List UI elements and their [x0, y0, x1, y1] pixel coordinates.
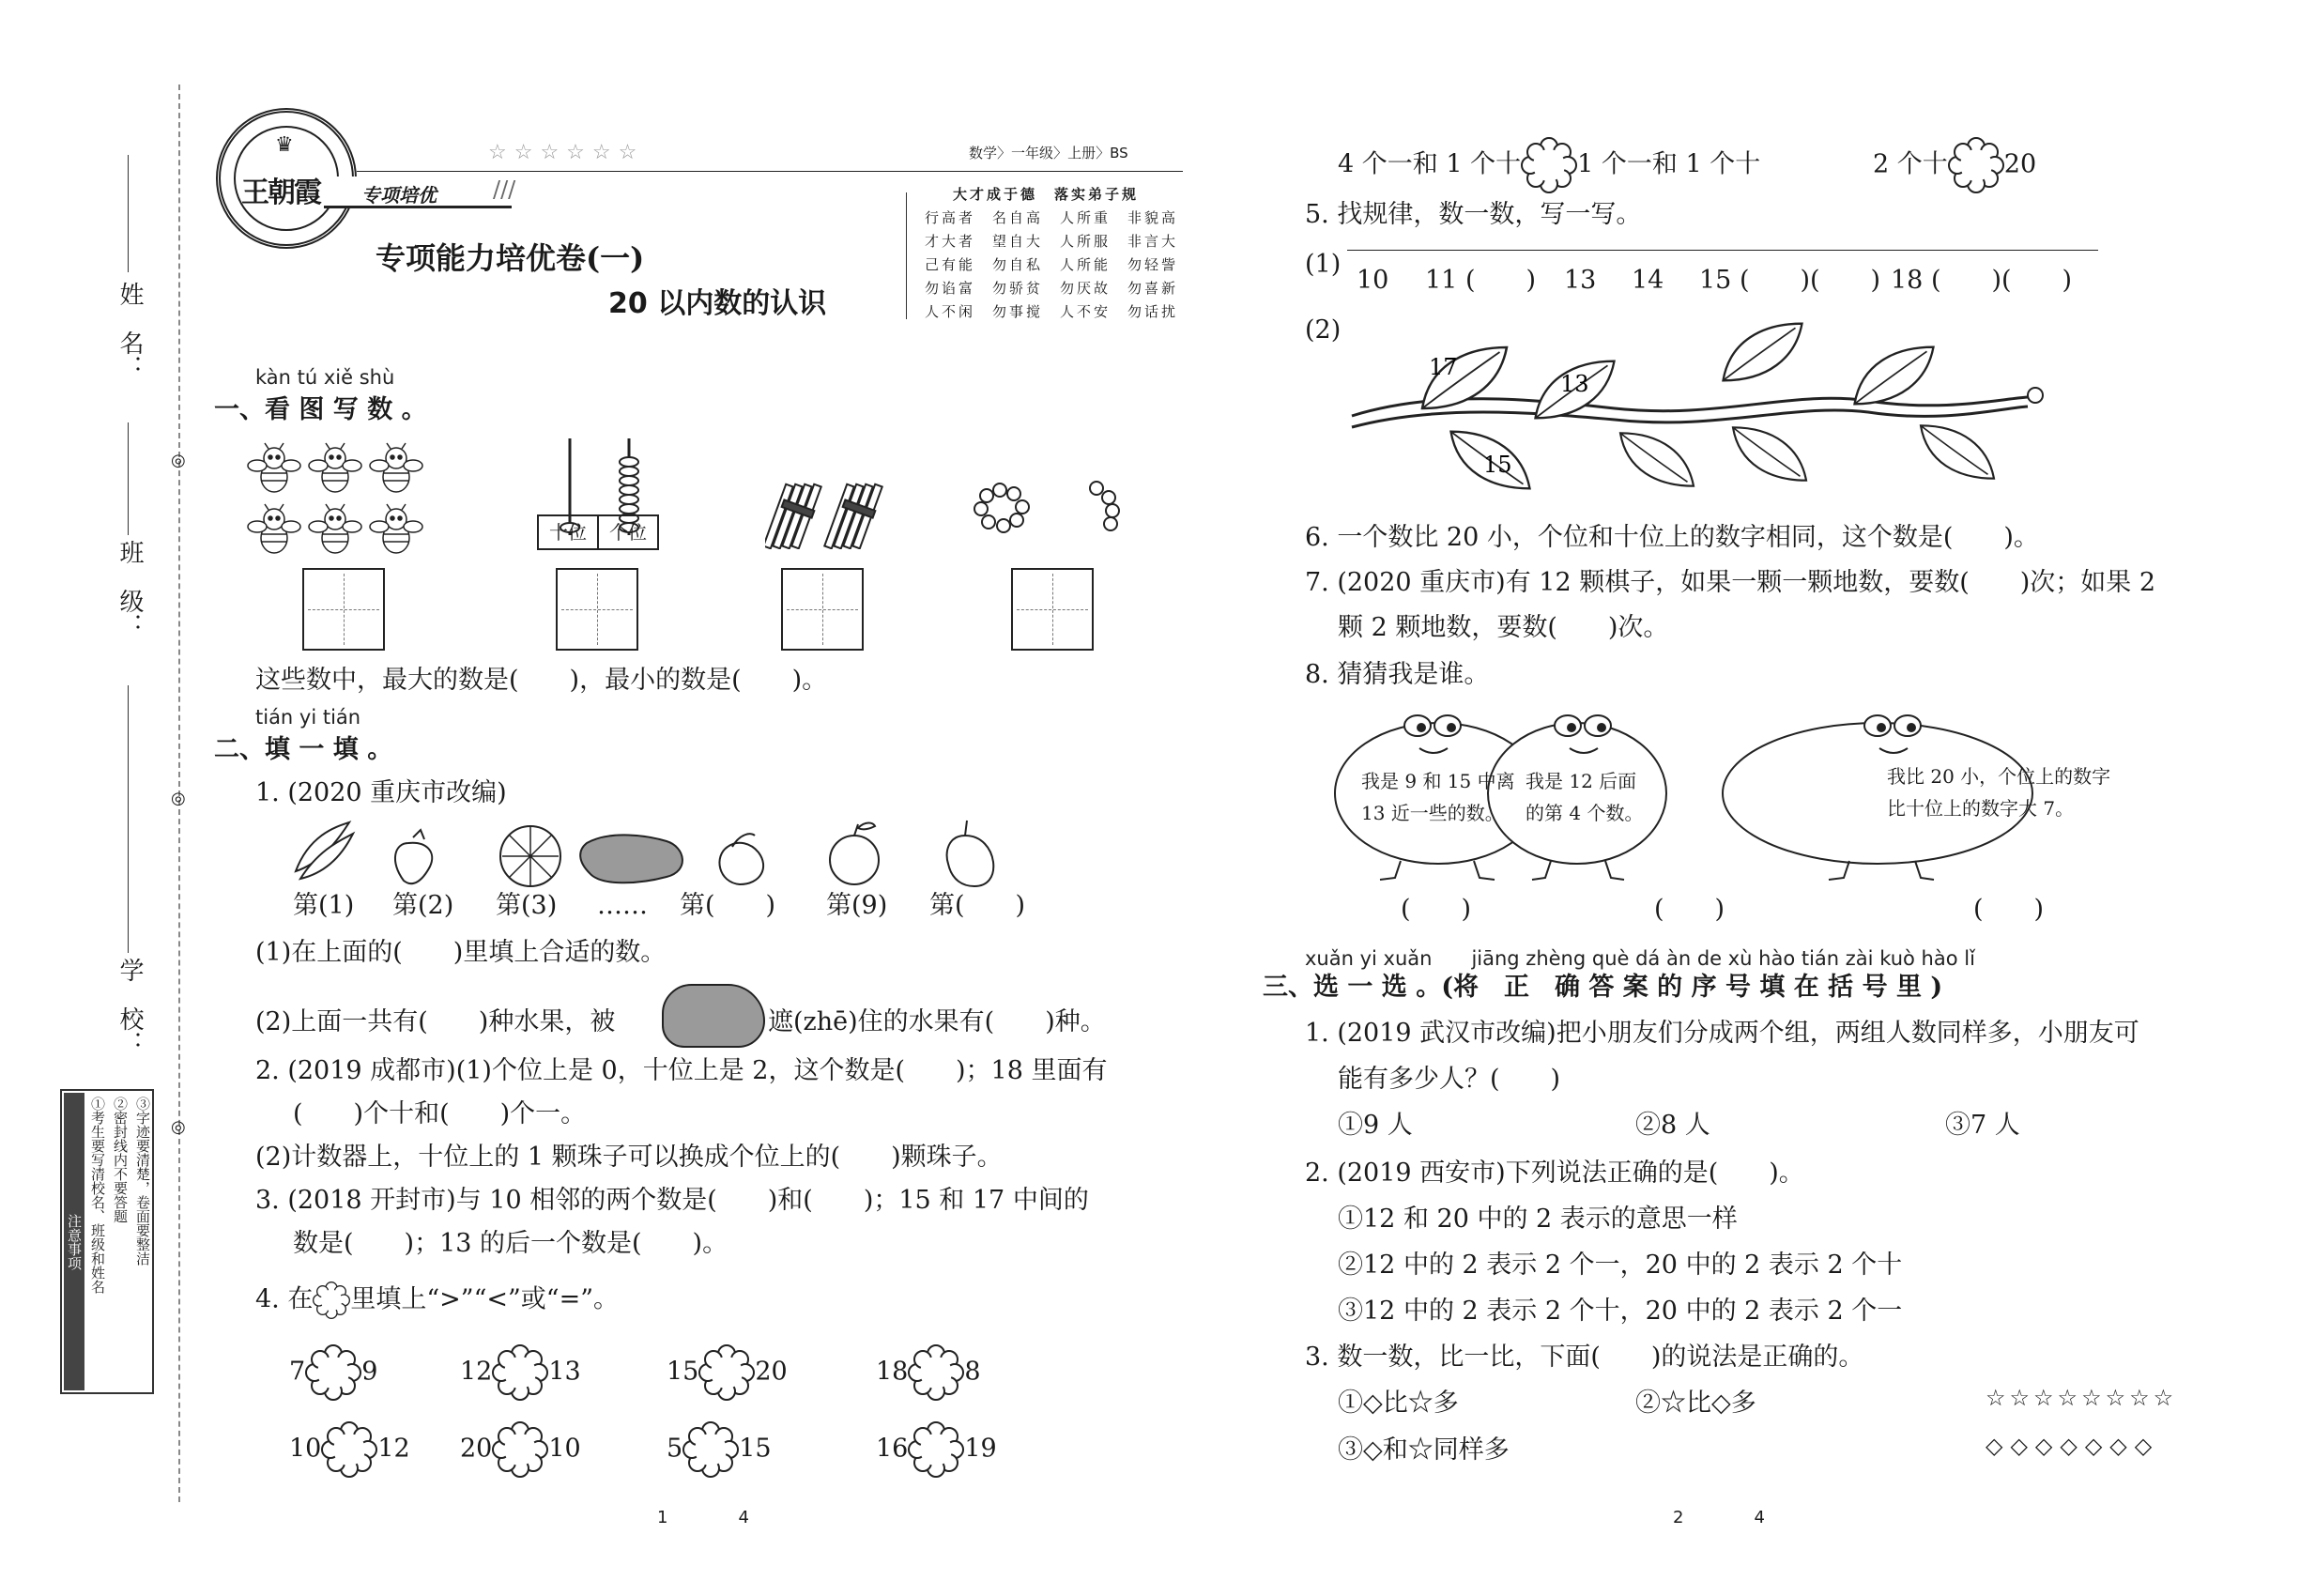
motto-line-5: 人不闲 勿事搅 人不安 勿话扰	[925, 303, 1179, 320]
class-label: 班 级：	[115, 540, 144, 637]
notice-item-1: ①考生要写清校名、班级和姓名	[89, 1097, 106, 1294]
flower-icon	[682, 1421, 739, 1478]
seal-mark-3: ◎	[171, 1117, 186, 1137]
s1-title: 一、看 图 写 数 。	[214, 395, 427, 424]
flower-icon	[1521, 137, 1577, 193]
right-page-number: 2 4	[1673, 1508, 1765, 1527]
answer-box-2[interactable]	[556, 568, 638, 651]
q5: 5. 找规律，数一数，写一写。	[1305, 200, 1642, 229]
seq-3: 13	[1564, 266, 1597, 295]
q4-line: 4. 在 里填上“>”“<”或“=”。	[255, 1281, 619, 1319]
cartoon-2-blank[interactable]: ( )	[1654, 895, 1725, 924]
leaf-num-2: 13	[1560, 371, 1589, 397]
leaf-num-3: 15	[1483, 452, 1512, 478]
notice-header: 注意事项	[64, 1093, 84, 1390]
c3-opt-1[interactable]: ①◇比☆多	[1338, 1389, 1459, 1418]
notice-item-3: ③字迹要清楚，卷面要整洁	[134, 1097, 151, 1266]
compare-3[interactable]: 15 20	[667, 1344, 788, 1401]
answer-box-1[interactable]	[302, 568, 385, 651]
number-line	[1347, 250, 2098, 251]
motto-line-4: 勿谄富 勿骄贫 勿厌故 勿喜新	[925, 280, 1179, 297]
s2-pinyin: tián yi tián	[255, 706, 361, 729]
name-line	[128, 155, 129, 272]
seq-5[interactable]: 15 ( )( )	[1699, 266, 1881, 295]
header-stars: ☆☆☆☆☆☆	[488, 141, 645, 164]
c1-b: 能有多少人？( )	[1338, 1065, 1561, 1094]
c1-a: 1. (2019 武汉市改编)把小朋友们分成两个组，两组人数同样多，小朋友可	[1305, 1019, 2139, 1048]
fruit-label-1: 第(1)	[293, 891, 355, 920]
c2: 2. (2019 西安市)下列说法正确的是( )。	[1305, 1159, 1804, 1188]
q3-b: 数是( )；13 的后一个数是( )。	[293, 1229, 728, 1258]
flower-icon	[305, 1344, 361, 1401]
fruit-label-4: ……	[597, 891, 648, 920]
sticks-image	[765, 460, 897, 549]
flower-icon	[908, 1344, 964, 1401]
title-1: 专项能力培优卷(一)	[376, 240, 645, 276]
c3: 3. 数一数，比一比，下面( )的说法是正确的。	[1305, 1343, 1864, 1372]
fruit-label-3: 第(3)	[496, 891, 558, 920]
motto-line-1: 行高者 名自高 人所重 非貌高	[925, 209, 1179, 226]
motto-divider	[906, 192, 907, 319]
top-compare-1[interactable]: 4 个一和 1 个十 1 个一和 1 个十	[1338, 137, 1760, 193]
hidden-blob-icon	[662, 984, 765, 1048]
fruit-label-6: 第(9)	[826, 891, 888, 920]
header-rule	[357, 171, 1183, 172]
s1-pinyin: kàn tú xiě shù	[255, 366, 395, 389]
compare-7[interactable]: 5 15	[667, 1421, 772, 1478]
flower-icon	[492, 1344, 548, 1401]
q1-b-part2: 遮(zhē)住的水果有( )种。	[768, 1007, 1106, 1036]
q2-a: 2. (2019 成都市)(1)个位上是 0，十位上是 2，这个数是( )；18 里面有	[255, 1056, 1108, 1085]
s2-title: 二、填 一 填 。	[214, 735, 393, 764]
cartoon-1-text: 我是 9 和 15 中离 13 近一些的数。	[1361, 770, 1515, 824]
motto-title: 大才成于德 落实弟子规	[953, 186, 1140, 203]
c3-opt-3[interactable]: ③◇和☆同样多	[1338, 1435, 1510, 1465]
q2-c: (2)计数器上，十位上的 1 颗珠子可以换成个位上的( )颗珠子。	[255, 1143, 1003, 1172]
stars-row: ☆☆☆☆☆☆☆☆	[1986, 1385, 2178, 1411]
vine-image	[1342, 315, 2065, 521]
compare-2[interactable]: 12 13	[460, 1344, 581, 1401]
brand-name: 王朝霞	[241, 176, 320, 209]
motto-line-3: 己有能 勿自私 人所能 勿轻訾	[925, 256, 1179, 273]
title-2: 20 以内数的认识	[608, 287, 827, 320]
q2-b: ( )个十和( )个一。	[293, 1099, 587, 1128]
abacus-labels: 十位 个位	[537, 514, 659, 550]
compare-6[interactable]: 20 10	[460, 1421, 581, 1478]
seq-1: 10	[1357, 266, 1389, 295]
s3-title: 三、选 一 选 。(将 正 确 答 案 的 序 号 填 在 括 号 里 )	[1263, 973, 1943, 1002]
compare-4[interactable]: 18 8	[876, 1344, 981, 1401]
notice-item-2: ②密封线内不要答题	[112, 1097, 129, 1223]
compare-1[interactable]: 7 9	[289, 1344, 377, 1401]
fruit-label-5[interactable]: 第( )	[680, 891, 776, 920]
flower-icon	[492, 1421, 548, 1478]
seq-4: 14	[1632, 266, 1664, 295]
crown-icon: ♛	[275, 133, 294, 157]
q5-2-label: (2)	[1305, 315, 1342, 345]
s3-pinyin: xuǎn yi xuǎn jiāng zhèng què dá àn de xù hào tián zài kuò hào lǐ	[1305, 947, 1975, 970]
q5-1-label: (1)	[1305, 250, 1342, 279]
flower-icon	[908, 1421, 964, 1478]
flower-icon	[321, 1421, 377, 1478]
c1-opt-3[interactable]: ③7 人	[1945, 1111, 2020, 1140]
beads-image	[972, 479, 1131, 554]
bees-image	[246, 441, 434, 563]
flower-icon	[313, 1281, 350, 1319]
q1-b-part1: (2)上面一共有( )种水果，被	[255, 1007, 616, 1036]
school-label: 学 校：	[115, 958, 144, 1055]
fruit-label-7[interactable]: 第( )	[929, 891, 1026, 920]
c2-opt-2[interactable]: ②12 中的 2 表示 2 个一，20 中的 2 表示 2 个十	[1338, 1251, 1903, 1280]
q3-a: 3. (2018 开封市)与 10 相邻的两个数是( )和( )；15 和 17 中间的	[255, 1186, 1089, 1215]
answer-box-3[interactable]	[781, 568, 864, 651]
flower-icon	[698, 1344, 755, 1401]
name-label: 姓 名：	[115, 282, 144, 379]
left-page-number: 1 4	[657, 1508, 749, 1527]
class-line	[128, 422, 129, 535]
answer-box-4[interactable]	[1011, 568, 1094, 651]
notice-box	[60, 1089, 154, 1394]
subject-tags: 数学〉一年级〉上册〉BS	[969, 145, 1128, 161]
seq-2[interactable]: 11 ( )	[1425, 266, 1537, 295]
q8: 8. 猜猜我是谁。	[1305, 660, 1490, 689]
school-line	[128, 685, 129, 953]
seq-6[interactable]: 18 ( )( )	[1891, 266, 2073, 295]
seal-mark-2: ◎	[171, 789, 186, 808]
cartoon-2-text: 我是 12 后面 的第 4 个数。	[1526, 770, 1644, 824]
c2-opt-3[interactable]: ③12 中的 2 表示 2 个十，20 中的 2 表示 2 个一	[1338, 1297, 1903, 1326]
cartoon-3-blank[interactable]: ( )	[1973, 895, 2045, 924]
seal-mark-1: ◎	[171, 451, 186, 470]
q7-a: 7. (2020 重庆市)有 12 颗棋子，如果一颗一颗地数，要数( )次；如果 2	[1305, 568, 2156, 597]
flower-icon	[1948, 137, 2004, 193]
fruit-label-2: 第(2)	[392, 891, 454, 920]
top-compare-2[interactable]: 2 个十 20	[1873, 137, 2036, 193]
badge: 专项培优 ///	[324, 176, 512, 208]
leaf-num-1: 17	[1429, 354, 1458, 380]
c2-opt-1[interactable]: ①12 和 20 中的 2 表示的意思一样	[1338, 1205, 1738, 1234]
cartoon-1-blank[interactable]: ( )	[1401, 895, 1472, 924]
q1-source: 1. (2020 重庆市改编)	[255, 778, 507, 807]
diamonds-row: ◇◇◇◇◇◇◇	[1986, 1433, 2160, 1459]
q1-a: (1)在上面的( )里填上合适的数。	[255, 938, 667, 967]
c3-opt-2[interactable]: ②☆比◇多	[1635, 1389, 1756, 1418]
q7-b: 颗 2 颗地数，要数( )次。	[1338, 613, 1669, 642]
cartoon-3-text: 我比 20 小，个位上的数字 比十位上的数字大 7。	[1887, 765, 2111, 820]
c1-opt-2[interactable]: ②8 人	[1635, 1111, 1710, 1140]
fruits-image	[291, 815, 1042, 890]
compare-8[interactable]: 16 19	[876, 1421, 997, 1478]
s1-question: 这些数中，最大的数是( )，最小的数是( )。	[255, 666, 828, 695]
c1-opt-1[interactable]: ①9 人	[1338, 1111, 1413, 1140]
q6: 6. 一个数比 20 小，个位和十位上的数字相同，这个数是( )。	[1305, 523, 2039, 552]
compare-5[interactable]: 10 12	[289, 1421, 410, 1478]
motto-line-2: 才大者 望自大 人所服 非言大	[925, 233, 1179, 250]
